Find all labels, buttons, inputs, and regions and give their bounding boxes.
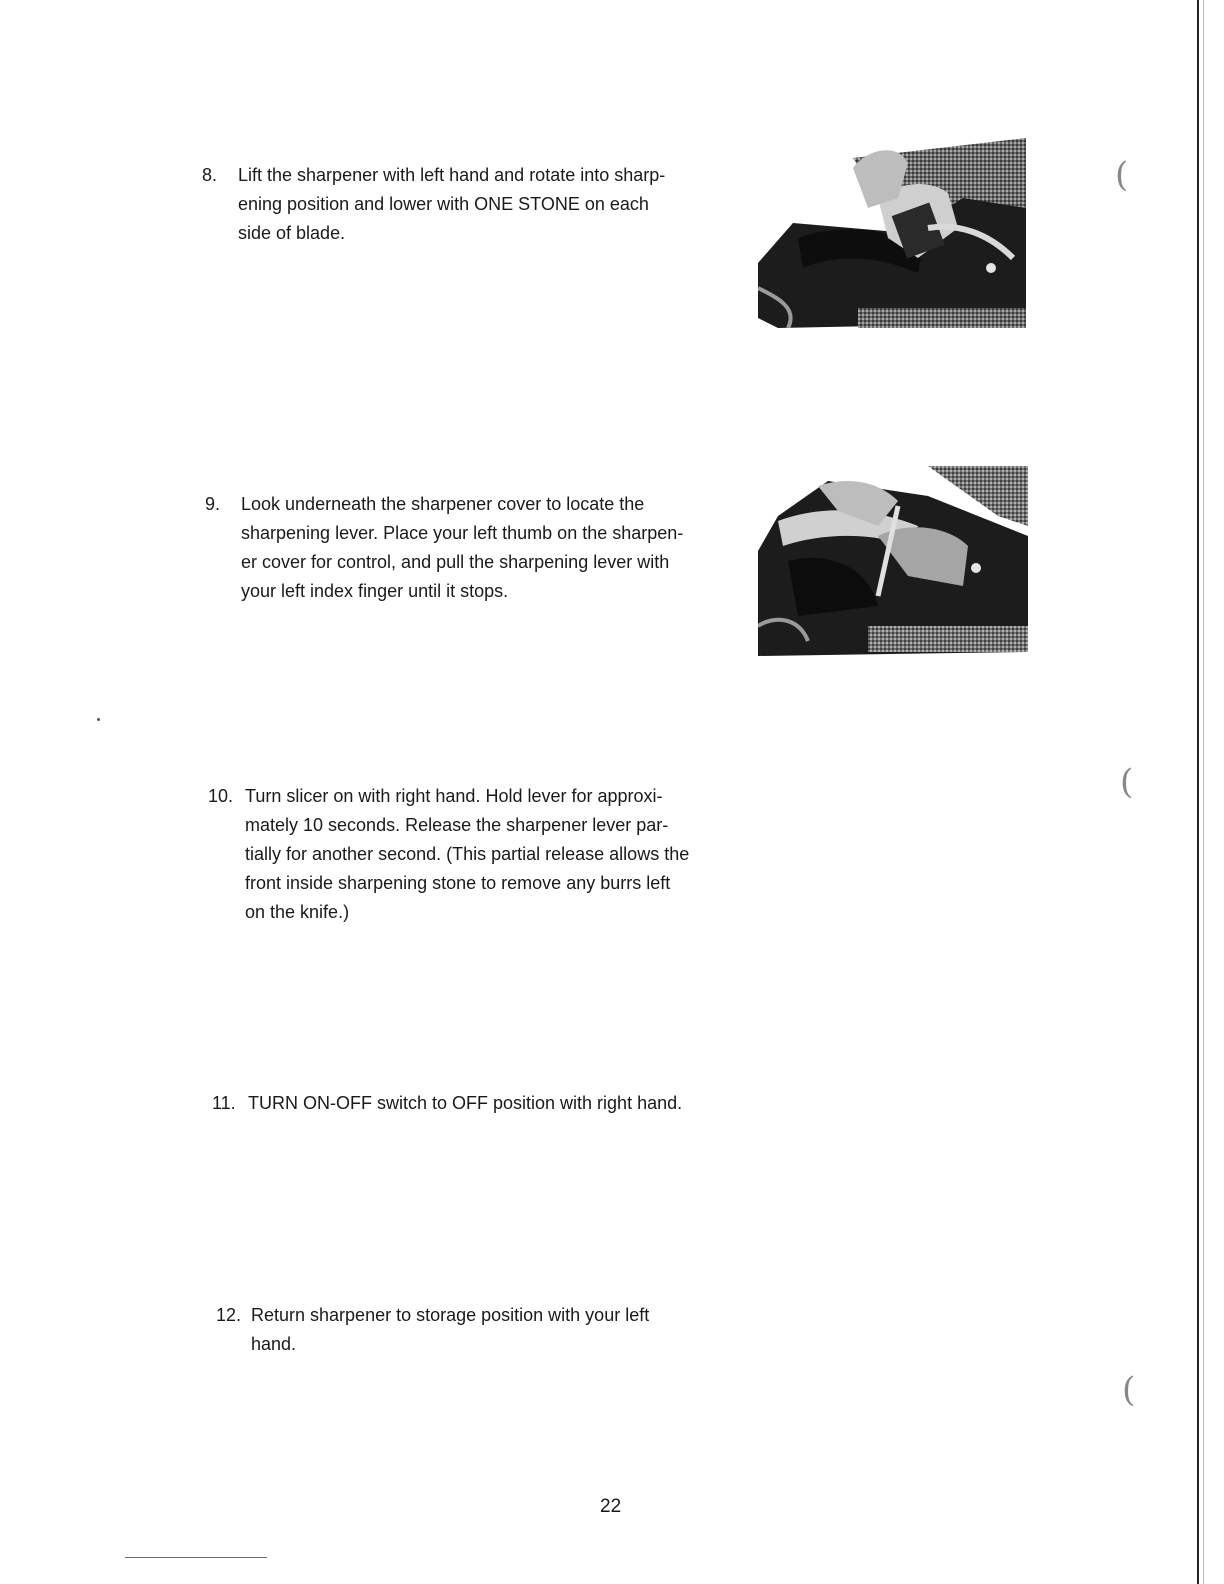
step-11-number: 11.	[212, 1093, 236, 1113]
step-9-number: 9.	[205, 494, 221, 514]
sharpening-lever-photo	[758, 466, 1028, 656]
scan-speck	[97, 718, 100, 721]
binder-hole-mark-icon: (	[1120, 762, 1134, 802]
step-8-text: Lift the sharpener with left hand and rotate into sharp- ening position and lower with ONE STONE on each side of blade.	[238, 165, 666, 243]
binder-hole-mark-icon: (	[1122, 1370, 1136, 1410]
binder-hole-mark-icon: (	[1115, 155, 1129, 195]
step-10-number: 10.	[208, 786, 234, 806]
footer-rule	[125, 1557, 267, 1558]
page-right-border	[1197, 0, 1199, 1584]
page-right-border-shadow	[1203, 0, 1204, 1584]
step-10-text: Turn slicer on with right hand. Hold lever for approxi- mately 10 seconds. Release the sharpener lever par- tially for another second. (This partial release allows the front inside sharpening stone to remove any burrs left on the knife.)	[245, 786, 690, 922]
step-12-number: 12.	[216, 1305, 242, 1325]
sharpener-lowering-photo	[758, 138, 1026, 328]
step-9-text: Look underneath the sharpener cover to locate the sharpening lever. Place your left thumb on the sharpen- er cover for control, and pull the sharpening lever with your left index finger until it stops.	[241, 494, 684, 601]
step-8-number: 8.	[202, 165, 218, 185]
step-11-text: TURN ON-OFF switch to OFF position with right hand.	[248, 1093, 683, 1113]
step-12-text: Return sharpener to storage position with your left hand.	[251, 1305, 650, 1354]
page-number: 22	[600, 1496, 622, 1517]
